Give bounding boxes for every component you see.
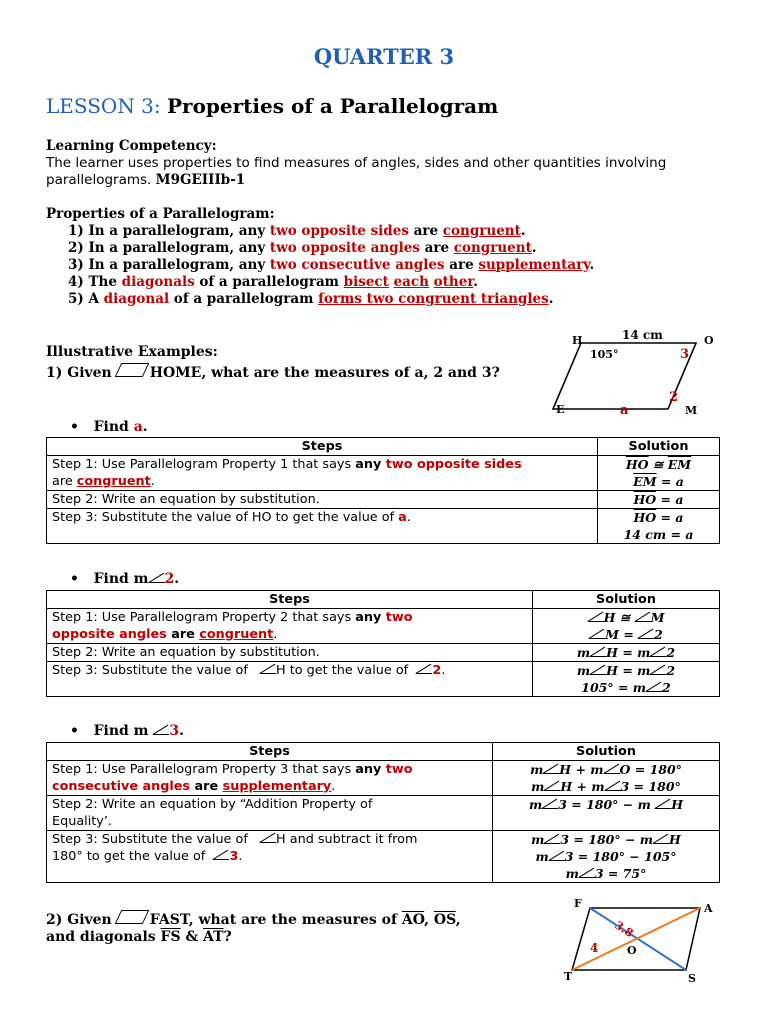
competency-line-2: parallelograms. M9GEIIIb-1 [46,172,246,188]
side-em-label: a [620,403,629,418]
find-a-heading: • Find a. [70,419,148,435]
lesson-title [46,94,498,118]
property-2: 2) In a parallelogram, any two opposite angles are congruent. [68,240,537,256]
solution-cell: m 3 = 180° − m H [493,796,720,831]
solution-header: Solution [493,743,720,761]
solution-cell: H ≅ M M = 2 [533,609,720,644]
vertex-m: M [685,404,698,417]
table-row [47,761,720,796]
solution-header: Solution [533,591,720,609]
step-cell: Step 1: Use Parallelogram Property 1 that says any two opposite sides are congruent. [47,456,598,491]
competency-code: M9GEIIIb-1 [155,172,246,188]
solution-cell: $\overline{HO}$ ≅ $\overline{EM}$ $\overline{EM} = a$ [598,456,720,491]
property-5: 5) A diagonal of a parallelogram forms two congruent triangles. [68,291,554,307]
parallelogram-symbol-icon [114,363,149,377]
competency-line-1: The learner uses properties to find measures of angles, sides and other quantities involving [46,155,667,171]
find-3-table [46,742,720,883]
step-cell: Step 1: Use Parallelogram Property 2 that says any two opposite angles are congruent. [47,609,533,644]
steps-header: Steps [47,591,533,609]
properties-heading: Properties of a Parallelogram: [46,206,275,222]
step-cell: Step 2: Write an equation by substitution. [47,491,598,509]
find-3-heading: • Find m 3. [70,723,184,739]
angle-h-measure: 105° [590,348,619,361]
vertex-s: S [688,972,696,985]
diagonal-at [572,908,700,970]
step-cell: Step 2: Write an equation by “Addition Property of Equality’. [47,796,493,831]
table-row [47,831,720,883]
solution-cell: m 3 = 180° − m H m 3 = 180° − 105° m 3 = 75° [493,831,720,883]
solution-cell: $\overline{HO} = a$ [598,491,720,509]
parallelogram-symbol-icon [114,910,149,924]
lesson-tag: LESSON 3: [46,94,161,118]
angle-2-label: 2 [669,390,679,405]
page-quarter-title: QUARTER 3 [313,44,455,69]
angle-icon [153,724,169,735]
center-o: O [627,944,637,957]
vertex-t: T [564,970,573,983]
vertex-e: E [556,403,565,416]
find-2-table [46,590,720,697]
table-row [47,456,720,491]
table-row [47,662,720,697]
segment-fo-label: 3.8 [612,918,636,940]
vertex-f: F [574,897,582,910]
table-row [47,509,720,544]
step-cell: Step 3: Substitute the value of H and subtract it from 180° to get the value of 3. [47,831,493,883]
solution-header: Solution [598,438,720,456]
find-2-heading: • Find m 2. [70,571,180,587]
question-1: 1) Given HOME, what are the measures of a, 2 and 3? [46,365,500,381]
question-2-line-2: and diagonals $\overline{FS}$ & $\overline{AT}$? [46,929,232,945]
step-cell: Step 3: Substitute the value of H to get the value of 2. [47,662,533,697]
step-cell: Step 3: Substitute the value of HO to get the value of a. [47,509,598,544]
step-cell: Step 2: Write an equation by substitution. [47,644,533,662]
steps-header: Steps [47,438,598,456]
table-row [47,609,720,644]
step-cell: Step 1: Use Parallelogram Property 3 that says any two consecutive angles are supplementary. [47,761,493,796]
segment-to-label: 4 [590,941,599,955]
property-4: 4) The diagonals of a parallelogram bisect each other. [68,274,478,290]
vertex-h: H [572,334,583,347]
lesson-name: Properties of a Parallelogram [167,94,499,118]
solution-cell: m H = m 2 [533,644,720,662]
question-2-line-1: 2) Given FAST, what are the measures of $\overline{AO}$, $\overline{OS}$, [46,912,461,928]
solution-cell: $\overline{HO} = a$ 14 cm = a [598,509,720,544]
competency-heading: Learning Competency: [46,138,217,154]
find-a-table [46,437,720,544]
property-1: 1) In a parallelogram, any two opposite sides are congruent. [68,223,526,239]
angle-icon [149,572,165,583]
parallelogram-home-figure [548,326,718,420]
table-row [47,644,720,662]
examples-heading: Illustrative Examples: [46,344,218,360]
vertex-o: O [704,334,714,347]
vertex-a: A [704,902,713,915]
side-ho-length: 14 cm [622,328,663,342]
parallelogram-fast-figure [560,892,730,988]
steps-header: Steps [47,743,493,761]
angle-3-label: 3 [680,347,690,362]
property-3: 3) In a parallelogram, any two consecutive angles are supplementary. [68,257,595,273]
table-row [47,491,720,509]
solution-cell: m H = m 2 105° = m 2 [533,662,720,697]
solution-cell: m H + m O = 180° m H + m 3 = 180° [493,761,720,796]
table-row [47,796,720,831]
